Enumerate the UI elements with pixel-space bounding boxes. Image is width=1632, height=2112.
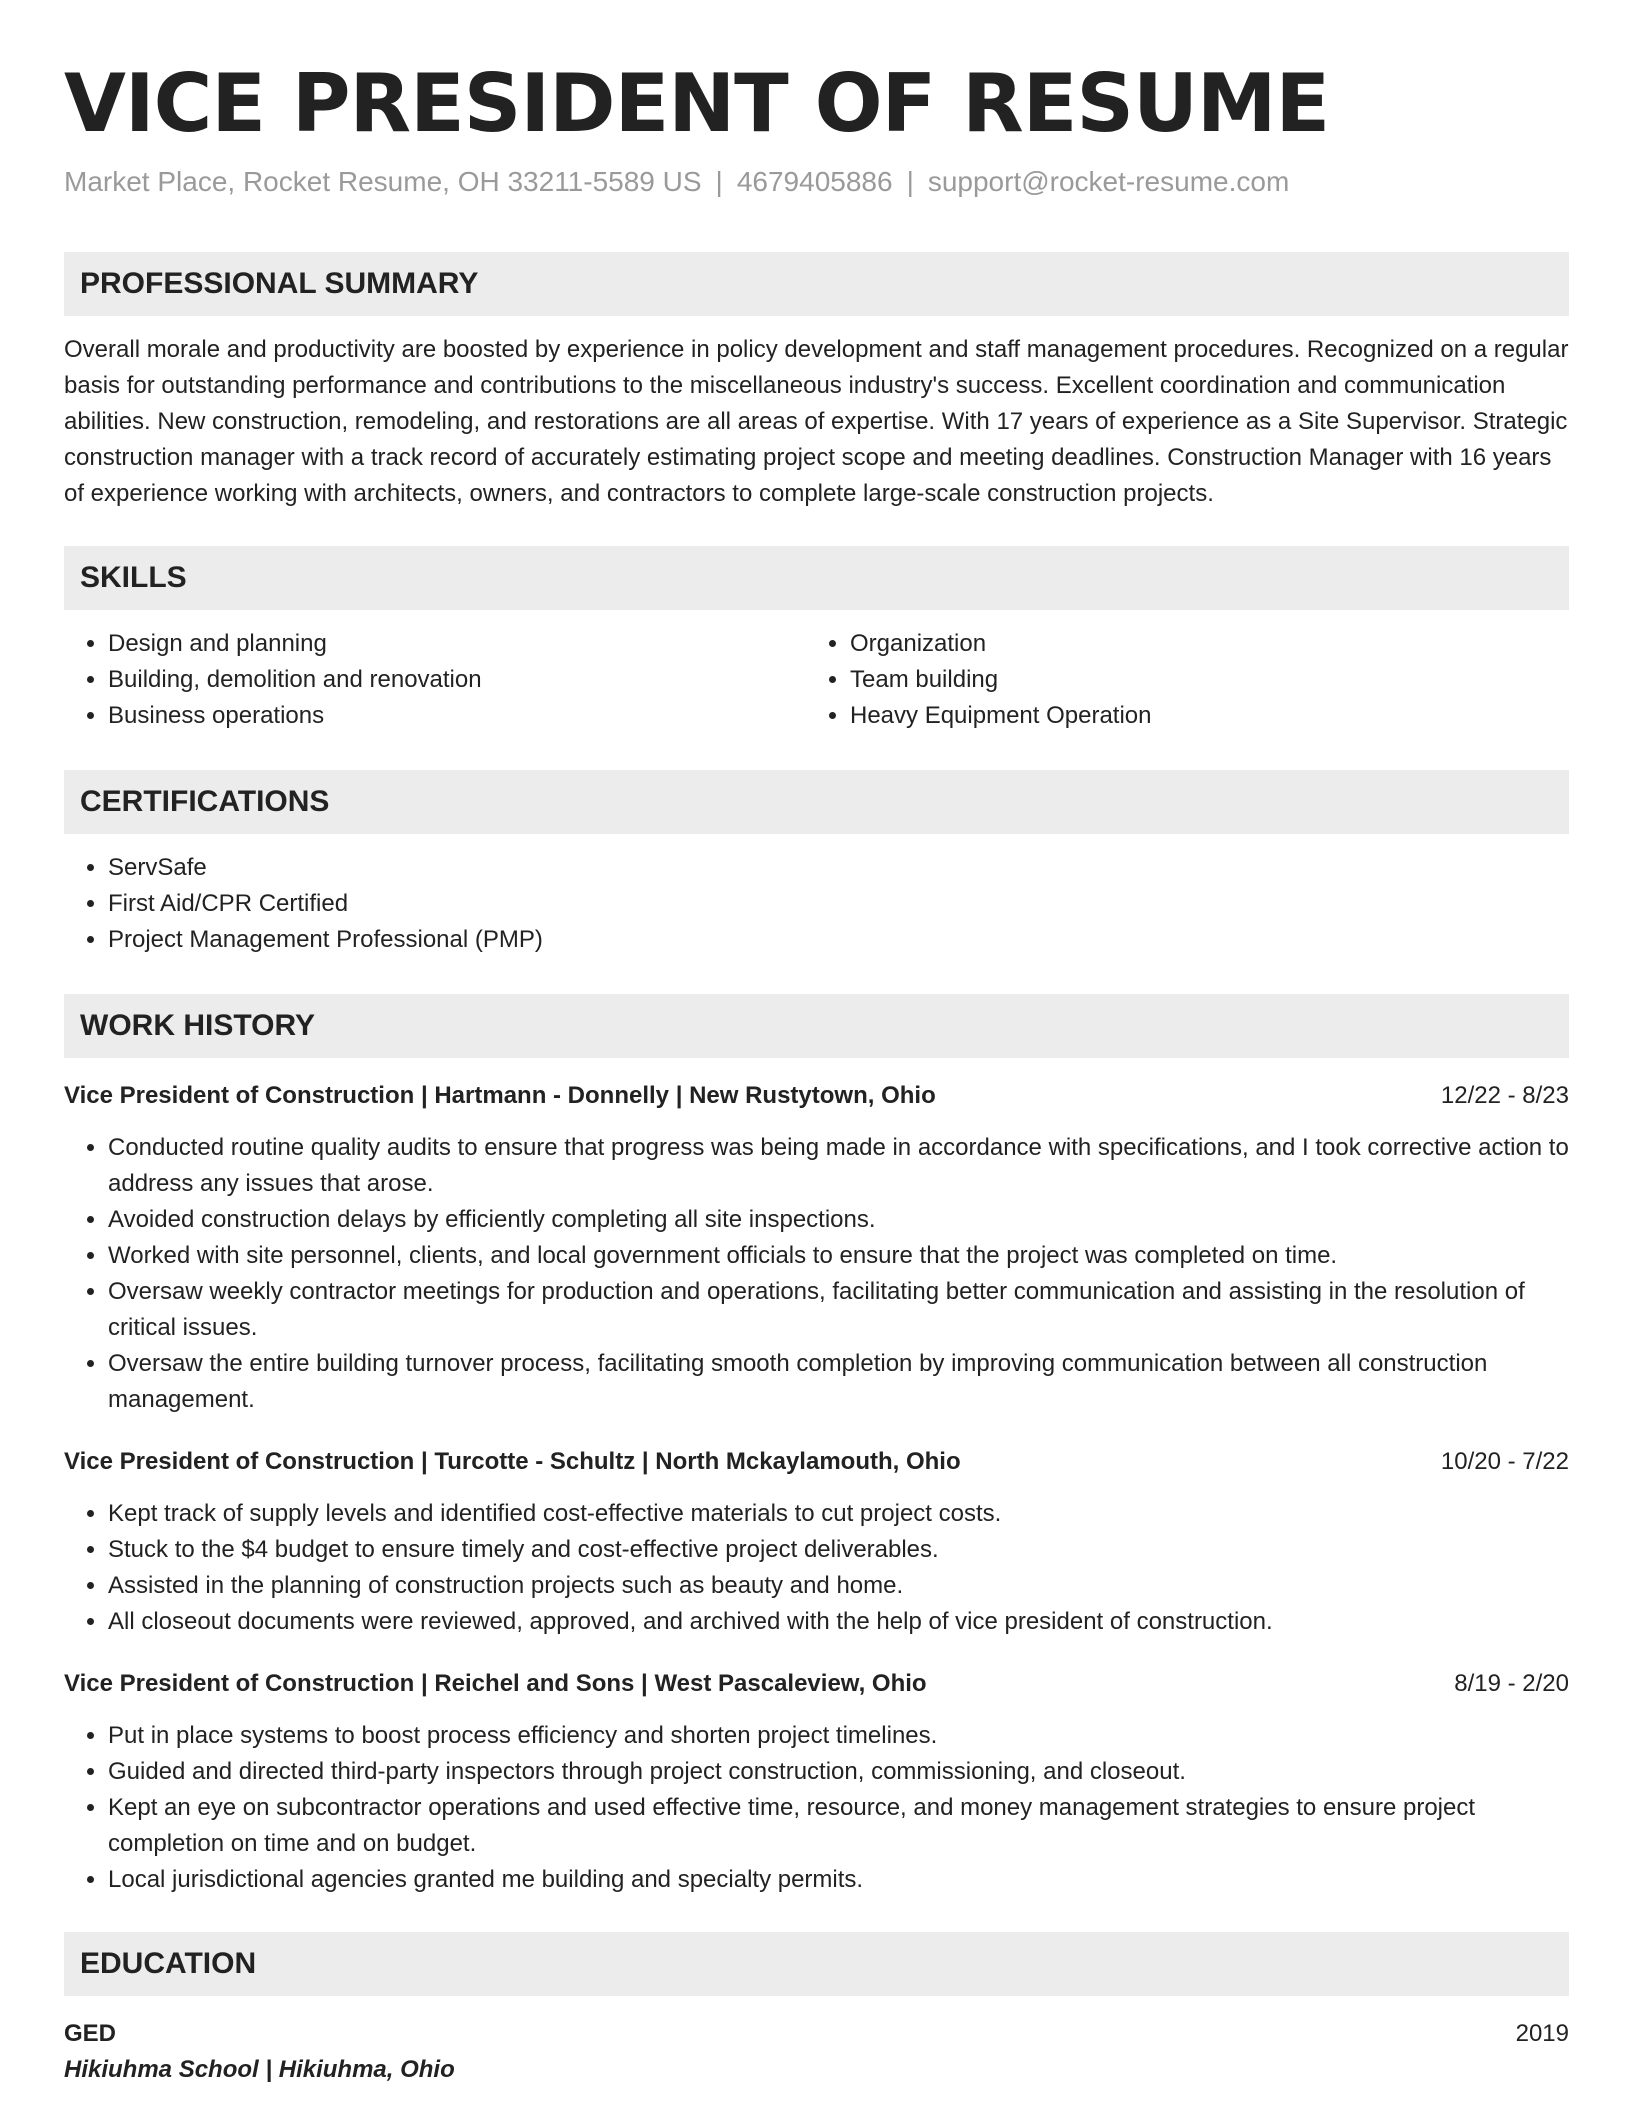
skills-column-left [64, 626, 806, 734]
job-bullet: • Worked with site personnel, clients, and local government officials to ensure that the project was completed on time. [108, 1238, 1569, 1274]
certifications-list [64, 850, 1569, 958]
job-dates: 8/19 - 2/20 [1454, 1670, 1569, 1697]
certification-item: • Project Management Professional (PMP) [108, 922, 1569, 958]
education-entry [64, 2016, 1569, 2088]
section-title: EDUCATION [80, 1947, 257, 1980]
certification-item: • ServSafe [108, 850, 1569, 886]
education-school: Hikiuhma School | Hikiuhma, Ohio [64, 2056, 455, 2083]
section-header-summary [64, 252, 1569, 316]
job-bullet: • Kept an eye on subcontractor operations and used effective time, resource, and money management strategies to ensure project completion on time and on budget. [108, 1790, 1569, 1862]
contact-phone: 4679405886 [736, 166, 893, 197]
job-entry [64, 1078, 1569, 1418]
skills-list [64, 626, 1569, 734]
education-degree: GED [64, 2020, 117, 2047]
skill-item: • Team building [850, 662, 1569, 698]
job-header [64, 1444, 1569, 1480]
skills-column-right [806, 626, 1569, 734]
contact-separator: | [715, 166, 723, 197]
job-bullet: • Local jurisdictional agencies granted me building and specialty permits. [108, 1862, 1569, 1898]
job-title: Vice President of Construction | Turcotte - Schultz | North Mckaylamouth, Ohio [64, 1448, 961, 1475]
section-header-certifications [64, 770, 1569, 834]
section-title: PROFESSIONAL SUMMARY [80, 267, 479, 300]
section-header-education [64, 1932, 1569, 1996]
certification-item: • First Aid/CPR Certified [108, 886, 1569, 922]
skill-item: • Design and planning [108, 626, 806, 662]
skill-item: • Building, demolition and renovation [108, 662, 806, 698]
job-bullet: • Avoided construction delays by efficiently completing all site inspections. [108, 1202, 1569, 1238]
skill-item: • Organization [850, 626, 1569, 662]
section-header-skills [64, 546, 1569, 610]
job-header [64, 1078, 1569, 1114]
section-title: SKILLS [80, 561, 187, 594]
skill-item: • Business operations [108, 698, 806, 734]
contact-address: Market Place, Rocket Resume, OH 33211-5589 US [64, 166, 702, 197]
job-bullet: • Put in place systems to boost process efficiency and shorten project timelines. [108, 1718, 1569, 1754]
job-dates: 10/20 - 7/22 [1440, 1448, 1569, 1475]
job-bullet: • All closeout documents were reviewed, approved, and archived with the help of vice president of construction. [108, 1604, 1569, 1640]
section-title: WORK HISTORY [80, 1009, 316, 1042]
education-year: 2019 [1515, 2020, 1569, 2047]
skill-item: • Heavy Equipment Operation [850, 698, 1569, 734]
job-dates: 12/22 - 8/23 [1440, 1082, 1569, 1109]
job-bullet: • Conducted routine quality audits to ensure that progress was being made in accordance with specifications, and I took corrective action to address any issues that arose. [108, 1130, 1569, 1202]
contact-line [64, 164, 1569, 200]
education-header [64, 2016, 1569, 2052]
job-title: Vice President of Construction | Hartmann - Donnelly | New Rustytown, Ohio [64, 1082, 936, 1109]
job-bullet: • Kept track of supply levels and identified cost-effective materials to cut project costs. [108, 1496, 1569, 1532]
job-bullet: • Oversaw the entire building turnover process, facilitating smooth completion by improving communication between all construction management. [108, 1346, 1569, 1418]
section-header-work-history [64, 994, 1569, 1058]
section-title: CERTIFICATIONS [80, 785, 330, 818]
job-bullets [64, 1718, 1569, 1898]
job-bullet: • Guided and directed third-party inspectors through project construction, commissioning, and closeout. [108, 1754, 1569, 1790]
job-title: Vice President of Construction | Reichel and Sons | West Pascaleview, Ohio [64, 1670, 927, 1697]
contact-email: support@rocket-resume.com [927, 166, 1290, 197]
job-bullets [64, 1496, 1569, 1640]
summary-text: Overall morale and productivity are boosted by experience in policy development and staff management procedures. Recognized on a regular basis for outstanding performance and contributions to the miscellaneous industry's success. Excellent coordination and communication abilities. New construction, remodeling, and restorations are all areas of expertise. With 17 years of experience as a Site Supervisor. Strategic construction manager with a track record of accurately estimating project scope and meeting deadlines. Construction Manager with 16 years of experience working with architects, owners, and contractors to complete large-scale construction projects. [64, 336, 1569, 507]
job-bullet: • Oversaw weekly contractor meetings for production and operations, facilitating better communication and assisting in the resolution of critical issues. [108, 1274, 1569, 1346]
job-entry [64, 1444, 1569, 1640]
job-bullet: • Assisted in the planning of construction projects such as beauty and home. [108, 1568, 1569, 1604]
job-entry [64, 1666, 1569, 1898]
resume-name: VICE PRESIDENT OF RESUME [64, 57, 1330, 150]
job-bullet: • Stuck to the $4 budget to ensure timely and cost-effective project deliverables. [108, 1532, 1569, 1568]
contact-separator: | [906, 166, 914, 197]
job-header [64, 1666, 1569, 1702]
job-bullets [64, 1130, 1569, 1418]
